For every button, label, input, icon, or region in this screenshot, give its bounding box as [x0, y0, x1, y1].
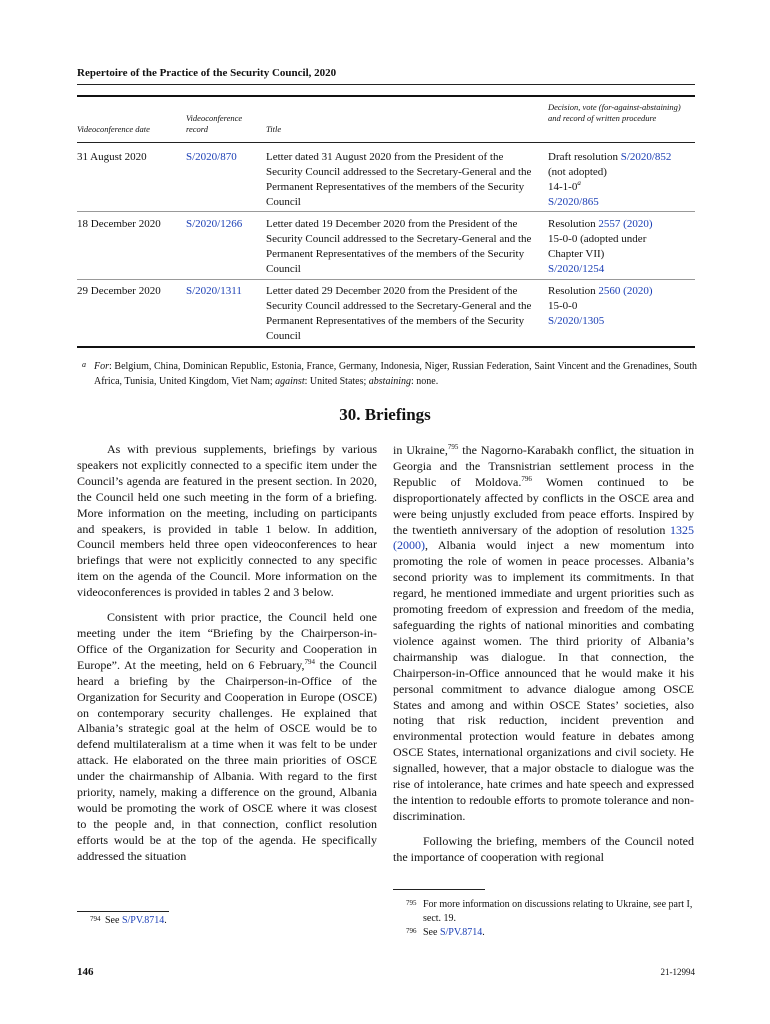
page-number: 146: [77, 966, 94, 978]
section-title: 30. Briefings: [339, 405, 431, 424]
table-note: [77, 359, 697, 389]
row1-vote: 14-1-0: [548, 181, 578, 193]
row2-written-record-link[interactable]: S/2020/1254: [548, 263, 605, 275]
footnote-ref[interactable]: 795: [447, 443, 459, 451]
row2-vote: 15-0-0 (adopted under Chapter VII): [548, 233, 647, 260]
footnote-ref[interactable]: 796: [521, 474, 532, 483]
paragraph: Following the briefing, members of the Council noted the importance of cooperation with regional: [393, 833, 694, 864]
row1-decision: [548, 150, 698, 210]
paragraph: Consistent with prior practice, the Council held one meeting under the item “Briefing by the Chairperson-in-Office of the Organization for Security and Cooperation in Europe”. At the meeting, held on 6 February,$^{794}$ the Council heard a briefing by the Chairperson-in-Office of the Organization for Security and Cooperation in Europe (OSCE) on contemporary security challenges. He explained that Albania’s strategic goal at the helm of OSCE would be to defend multilateralism at a time when it was felt to be under attack. He elaborated on the three main priorities of OSCE under the chairmanship of Albania. With regard to the first priority, namely, making a difference on the ground, Albania would be promoting the work of OSCE where it was closest to the people and, in that connection, conflict resolution efforts would be at the top of the agenda. He specifically addressed the situation: [77, 610, 377, 863]
note-against-label: against: [275, 376, 305, 387]
resolution-link[interactable]: 1325 (2000): [393, 522, 694, 553]
row1-decision-link[interactable]: S/2020/852: [620, 151, 672, 163]
note-for-label: For: [94, 361, 109, 372]
row3-record-link[interactable]: S/2020/1311: [186, 285, 242, 297]
table-bottom-rule: [77, 346, 695, 348]
row2-decision-link[interactable]: 2557 (2020): [598, 218, 653, 230]
row1-written-record-link[interactable]: S/2020/865: [548, 196, 599, 208]
row3-title: Letter dated 29 December 2020 from the President of the Security Council addressed to the Secretary-General and the Permanent Representatives of the members of the Security Council: [266, 285, 532, 342]
row2-decision: [548, 217, 673, 277]
row3-date: 29 December 2020: [77, 285, 161, 297]
footnote-794: 794 See S/PV.8714.: [77, 914, 377, 928]
row2-decision-prefix: Resolution: [548, 218, 596, 230]
footnote-link[interactable]: S/PV.8714: [121, 915, 165, 926]
row1-decision-status: (not adopted): [548, 166, 607, 178]
col-header-record: Videoconference record: [186, 113, 243, 134]
row1-decision-prefix: Draft resolution: [548, 151, 618, 163]
table-header-rule: [77, 142, 695, 143]
footnote-rule: [393, 889, 485, 890]
row3-written-record-link[interactable]: S/2020/1305: [548, 315, 605, 327]
table-note-mark: a: [82, 360, 86, 369]
row2-record-link[interactable]: S/2020/1266: [186, 218, 243, 230]
row1-title: Letter dated 31 August 2020 from the President of the Security Council addressed to the Secretary-General and the Permanent Representatives of the members of the Security Council: [266, 151, 532, 208]
document-code: 21-12994: [660, 967, 695, 977]
row3-vote: 15-0-0: [548, 300, 578, 312]
row-divider: [77, 279, 695, 280]
right-column: [393, 443, 694, 875]
header-rule: [77, 84, 695, 85]
left-column: [77, 442, 377, 874]
row1-record-link[interactable]: S/2020/870: [186, 151, 237, 163]
footnote-795: 795 For more information on discussions relating to Ukraine, see part I, sect. 19.: [393, 898, 694, 926]
col-header-decision: Decision, vote (for-against-abstaining) and record of written procedure: [548, 102, 681, 123]
note-abstaining-text: : none.: [411, 376, 439, 387]
paragraph: As with previous supplements, briefings by various speakers not explicitly connected to a specific item under the Council’s agenda are featured in the present section. In 2020, the Council held one such meeting in the form of a briefing. More information on the meeting, including on participants and speakers, is provided in table 1 below. In addition, Council members held three open videoconferences to hear briefings that were not explicitly connected to any specific item on the agenda of the Council. More information on the videoconferences is provided in tables 2 and 3 below.: [77, 442, 377, 600]
col-header-date: Videoconference date: [77, 124, 150, 134]
footnote-number: 794: [90, 915, 101, 923]
table-top-rule: [77, 95, 695, 97]
row-divider: [77, 211, 695, 212]
footnote-number: 796: [406, 927, 417, 935]
note-for-text: : Belgium, China, Dominican Republic, Estonia, France, Germany, Indonesia, Niger, Russian Federation, Saint Vincent and the Grenadines, South Africa, Tunisia, United Kingdom, Viet Nam;: [94, 361, 697, 387]
footnote-number: 795: [406, 899, 417, 907]
row2-title: Letter dated 19 December 2020 from the President of the Security Council addressed to the Secretary-General and the Permanent Representatives of the members of the Security Council: [266, 218, 532, 275]
row1-date: 31 August 2020: [77, 151, 147, 163]
footnote-796: 796 See S/PV.8714.: [393, 926, 694, 940]
row2-date: 18 December 2020: [77, 218, 161, 230]
row3-decision-prefix: Resolution: [548, 285, 596, 297]
note-against-text: : United States;: [304, 376, 369, 387]
row1-vote-note-mark: a: [577, 179, 581, 187]
paragraph: in Ukraine,$^{795}$ the Nagorno-Karabakh conflict, the situation in Georgia and the Transnistrian settlement process in the Republic of Moldova.$^{796}$ Women continued to be disproportionately affected by conflicts in the OSCE area and were being unjustly excluded from peace efforts. Inspired by the twentieth anniversary of the adoption of resolution 1325 (2000), Albania would inject a new momentum into promoting the role of women in peace processes. Albania’s second priority was to implement its commitments. In that regard, he mentioned immediate and urgent priorities such as promoting freedom of expression and freedom of the media, safeguarding the rights of national minorities and combating violence against women. The third priority of Albania’s chairmanship was dialogue. In that connection, the Chairperson-in-Office announced that he would make it his personal commitment to advance dialogue among OSCE States and among and within OSCE States’ societies, also noting that risk reduction, incident prevention and environmental protection would feature in debates among OSCE States, international organizations and civil society. He signalled, however, that a major obstacle to dialogue was the rise of intolerance, hate crimes and hate speech and expressed the intention to redouble efforts to promote tolerance and non-discrimination.: [393, 443, 695, 823]
footnote-ref[interactable]: 794: [304, 657, 315, 666]
note-abstaining-label: abstaining: [368, 376, 412, 387]
running-head: Repertoire of the Practice of the Security Council, 2020: [77, 67, 337, 79]
row3-decision-link[interactable]: 2560 (2020): [598, 285, 653, 297]
row3-decision: [548, 284, 698, 329]
col-header-title: Title: [266, 124, 282, 134]
footnote-link[interactable]: S/PV.8714: [439, 927, 483, 938]
